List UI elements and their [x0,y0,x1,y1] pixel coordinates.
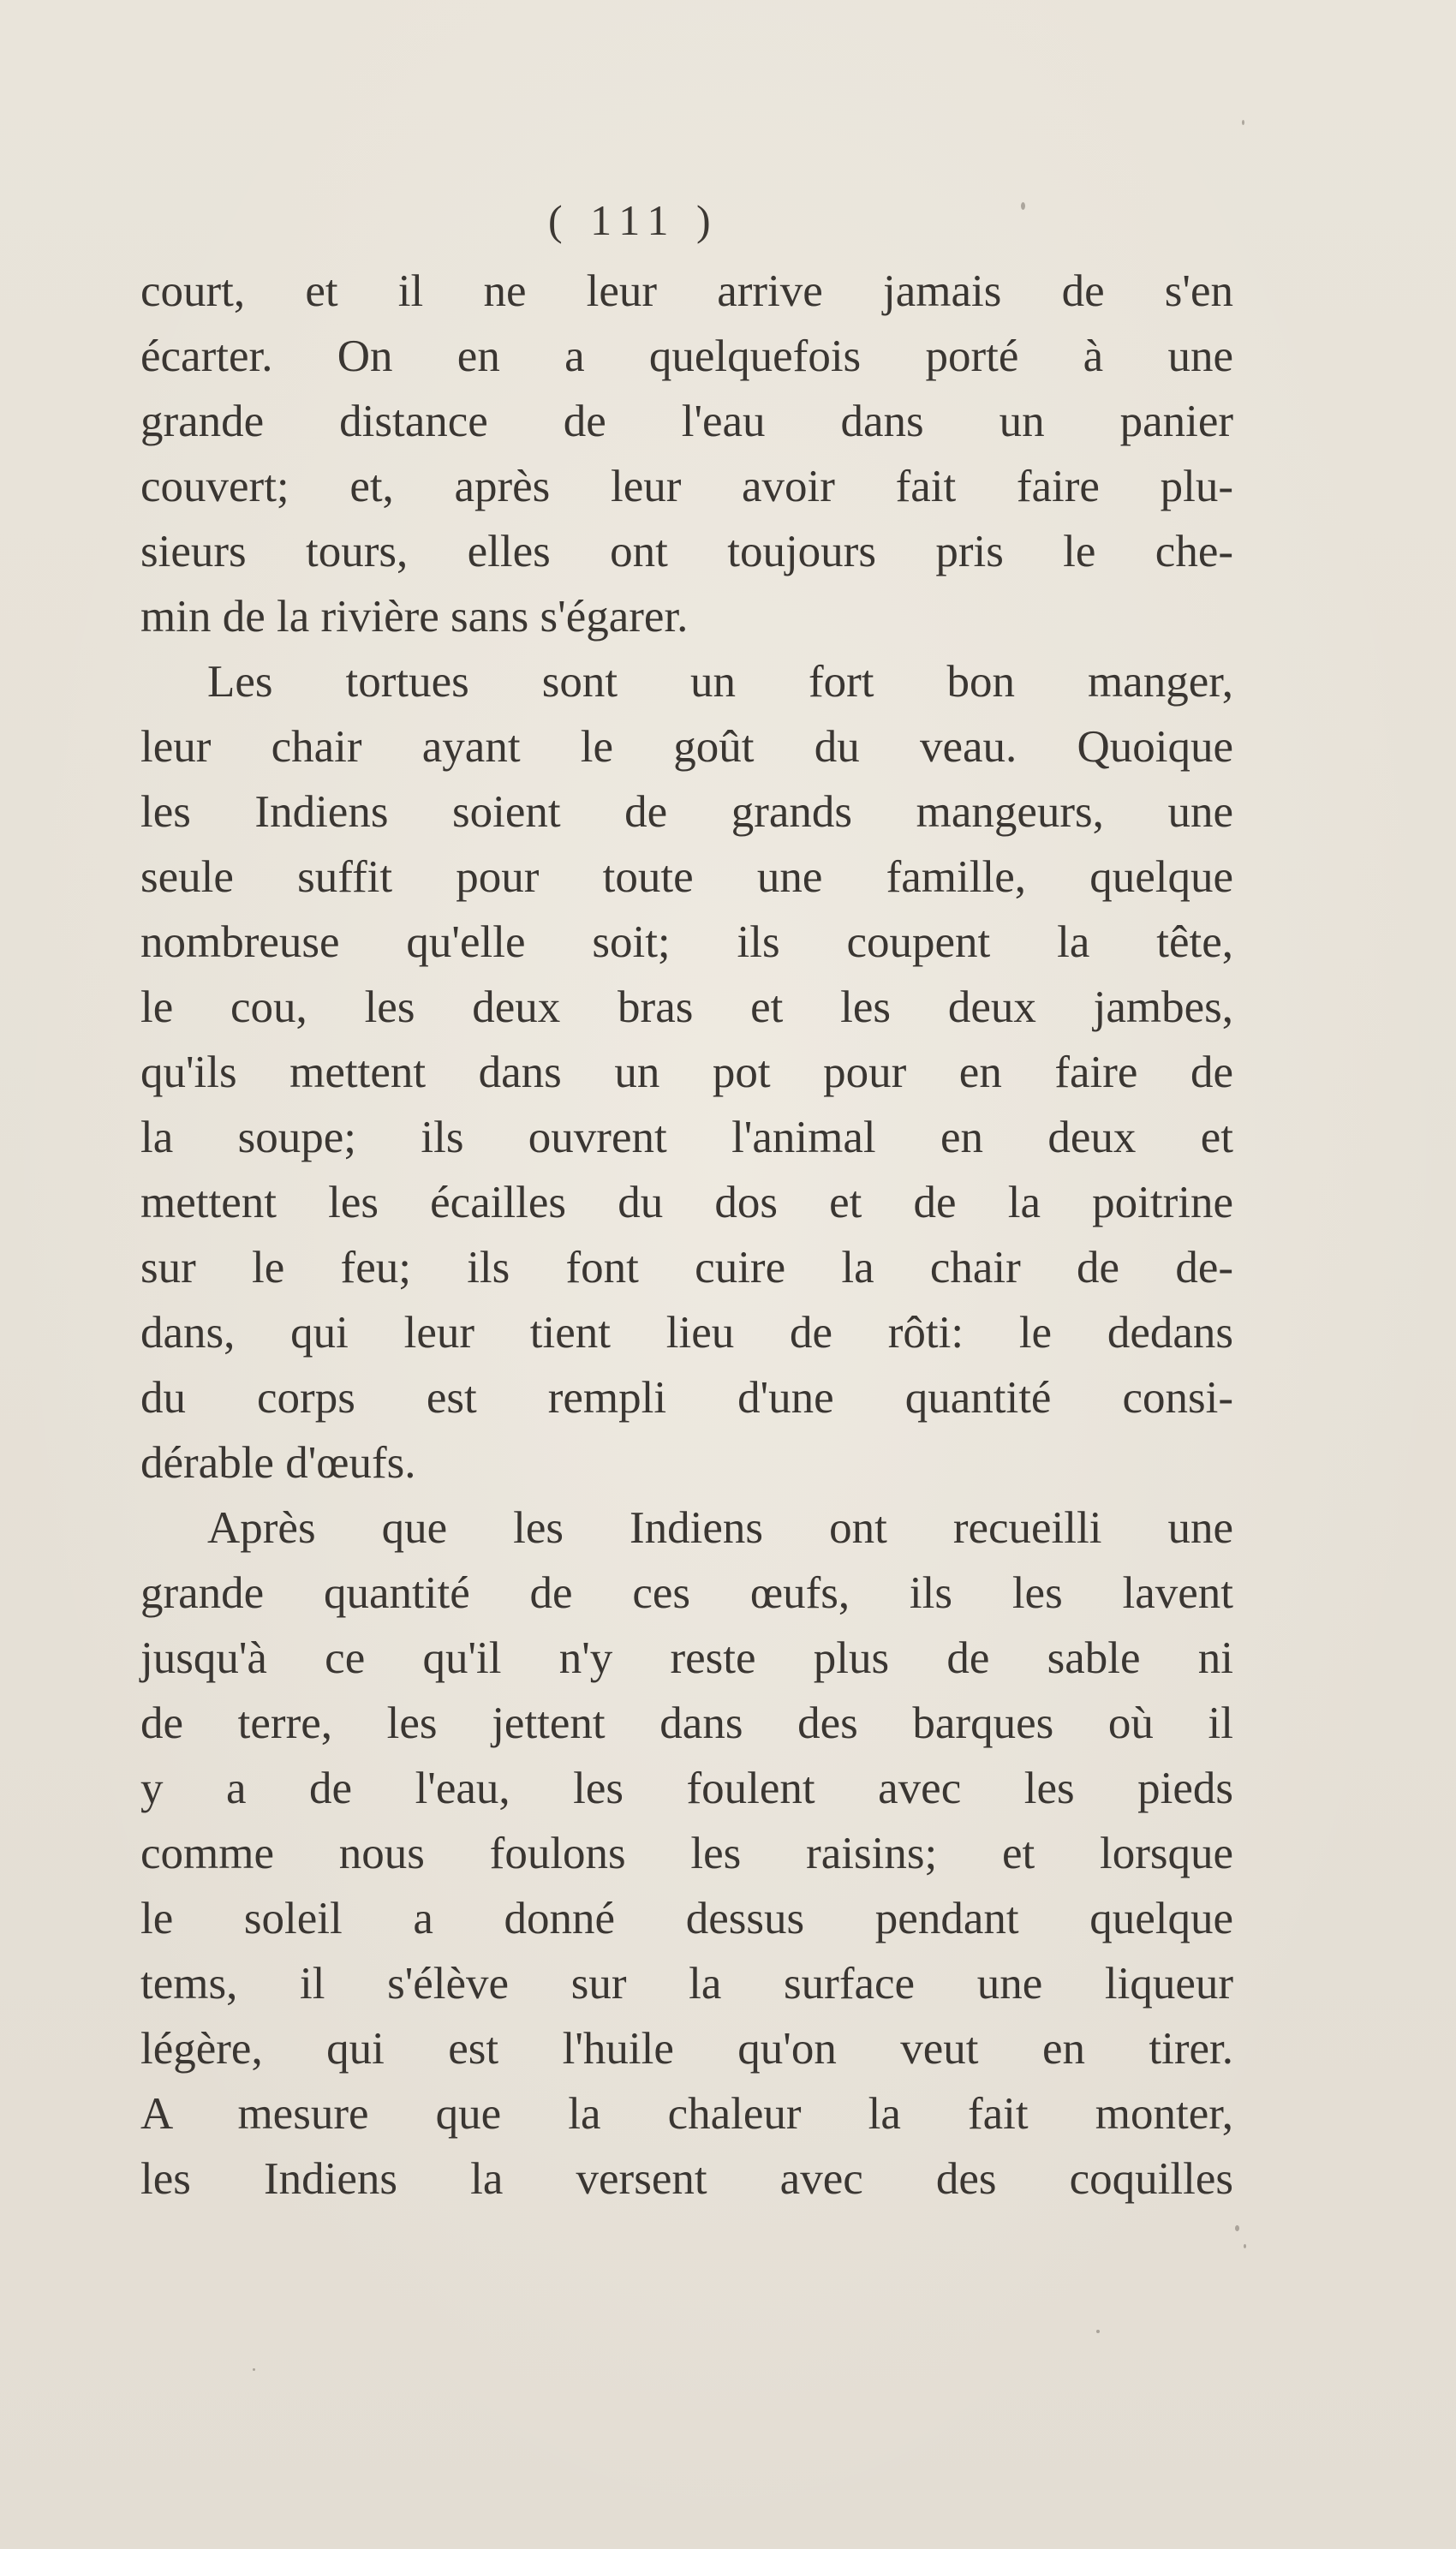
text-line: le cou, les deux bras et les deux jambes, [140,982,1233,1032]
text-line: min de la rivière sans s'égarer. [140,592,689,642]
body-text [140,259,1233,2212]
text-line: sieurs tours, elles ont toujours pris le che- [140,527,1233,576]
text-line: légère, qui est l'huile qu'on veut en tirer. [140,2024,1233,2074]
paper-speck [1242,120,1244,125]
text-line: mettent les écailles du dos et de la poitrine [140,1178,1233,1227]
paper-speck [1244,2244,1246,2248]
text-line: grande distance de l'eau dans un panier [140,397,1233,446]
text-line: la soupe; ils ouvrent l'animal en deux et [140,1113,1233,1162]
text-line: dans, qui leur tient lieu de rôti: le dedans [140,1308,1233,1358]
text-line: les Indiens la versent avec des coquilles [140,2154,1233,2204]
text-line: les Indiens soient de grands mangeurs, une [140,787,1233,837]
text-line: sur le feu; ils font cuire la chair de de- [140,1243,1233,1292]
text-line: couvert; et, après leur avoir fait faire plu- [140,462,1233,511]
text-line: dérable d'œufs. [140,1438,416,1488]
text-line: tems, il s'élève sur la surface une liqueur [140,1959,1233,2009]
text-line: qu'ils mettent dans un pot pour en faire de [140,1048,1233,1097]
text-line: le soleil a donné dessus pendant quelque [140,1894,1233,1943]
text-line: du corps est rempli d'une quantité consi- [140,1373,1233,1423]
text-line: grande quantité de ces œufs, ils les lavent [140,1568,1233,1618]
paper-speck [1021,202,1025,210]
paper-speck [253,2368,255,2371]
text-line: de terre, les jettent dans des barques où il [140,1698,1233,1748]
text-line: y a de l'eau, les foulent avec les pieds [140,1764,1233,1813]
text-line: nombreuse qu'elle soit; ils coupent la tête, [140,917,1233,967]
text-line: comme nous foulons les raisins; et lorsque [140,1829,1233,1878]
text-line: Après que les Indiens ont recueilli une [207,1503,1233,1553]
page-number-header: ( 111 ) [548,196,719,244]
paper-speck [1096,2330,1100,2333]
text-line: seule suffit pour toute une famille, quelque [140,852,1233,902]
text-line: écarter. On en a quelquefois porté à une [140,331,1233,381]
text-line: Les tortues sont un fort bon manger, [207,657,1233,707]
text-line: A mesure que la chaleur la fait monter, [140,2089,1233,2139]
text-line: leur chair ayant le goût du veau. Quoique [140,722,1233,772]
text-line: jusqu'à ce qu'il n'y reste plus de sable ni [140,1633,1233,1683]
text-line: court, et il ne leur arrive jamais de s'en [140,266,1233,316]
paper-speck [1235,2225,1239,2231]
